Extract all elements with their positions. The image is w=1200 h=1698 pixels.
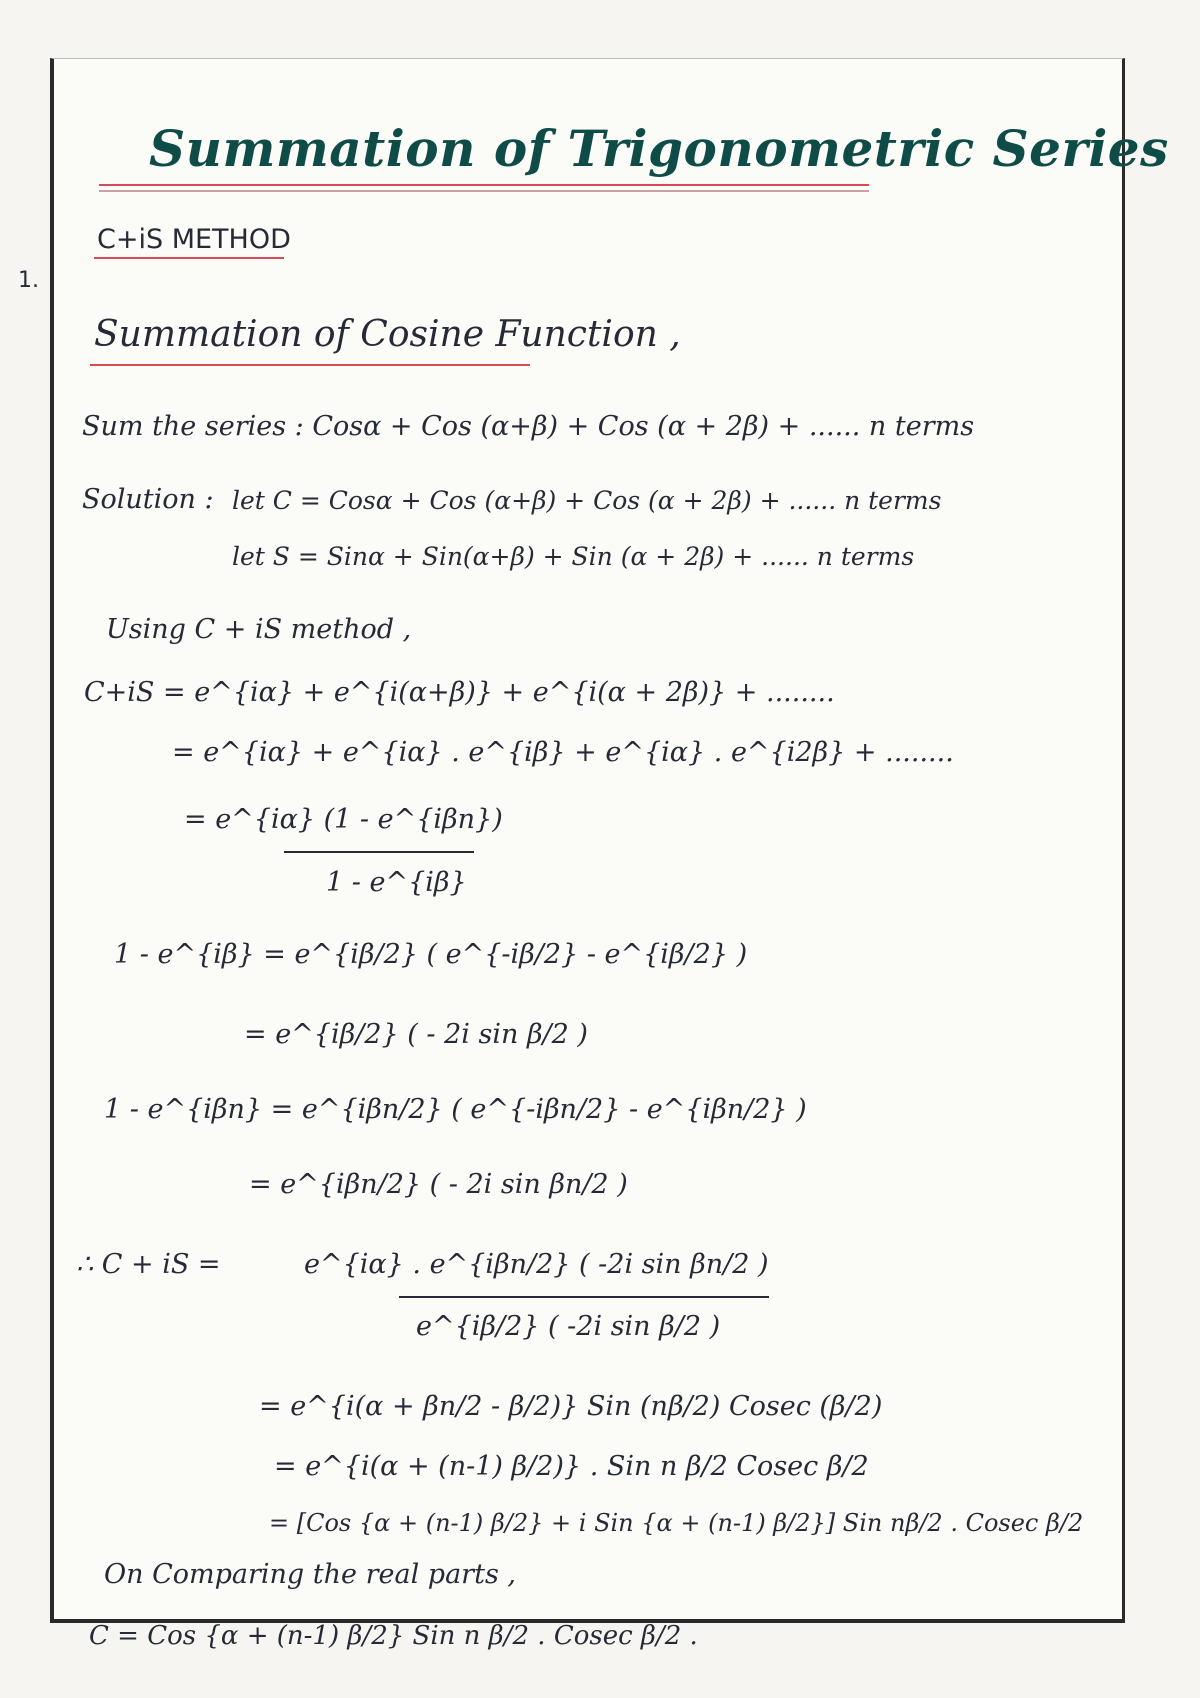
result-line-2: = e^{i(α + (n-1) β/2)} . Sin n β/2 Cosec β/2 (274, 1451, 869, 1482)
cis-line-2: = e^{iα} + e^{iα} . e^{iβ} + e^{iα} . e^{i2β} + ........ (172, 737, 954, 768)
using-method: Using C + iS method , (106, 614, 412, 645)
item-number: 1. (18, 268, 39, 293)
cis-line-3-numerator: = e^{iα} (1 - e^{iβn}) (184, 804, 503, 835)
method-underline (94, 257, 284, 259)
let-s: let S = Sinα + Sin(α+β) + Sin (α + 2β) + ...... n terms (232, 542, 915, 571)
notebook-page (50, 58, 1169, 1651)
title-underline (99, 184, 869, 186)
therefore-lhs: ∴ C + iS = (76, 1249, 221, 1280)
denominator-expansion-2: = e^{iβ/2} ( - 2i sin β/2 ) (244, 1019, 588, 1050)
cis-line-3-denominator: 1 - e^{iβ} (326, 867, 467, 898)
denominator-expansion-1: 1 - e^{iβ} = e^{iβ/2} ( e^{-iβ/2} - e^{iβ/2} ) (114, 939, 748, 970)
heading-underline (90, 364, 530, 366)
title-underline-2 (99, 190, 869, 192)
let-c: let C = Cosα + Cos (α+β) + Cos (α + 2β) + ...... n terms (232, 486, 942, 515)
fraction-bar-2 (399, 1296, 769, 1298)
method-label: C+iS METHOD (97, 224, 291, 255)
section-heading: Summation of Cosine Function , (94, 314, 681, 355)
fraction-bar-1 (284, 851, 474, 853)
solution-label: Solution : (82, 484, 214, 515)
therefore-denominator: e^{iβ/2} ( -2i sin β/2 ) (416, 1311, 721, 1342)
numerator-expansion-1: 1 - e^{iβn} = e^{iβn/2} ( e^{-iβn/2} - e^{iβn/2} ) (104, 1094, 807, 1125)
page-title: Summation of Trigonometric Series (149, 119, 1169, 178)
therefore-numerator: e^{iα} . e^{iβn/2} ( -2i sin βn/2 ) (304, 1249, 769, 1280)
numerator-expansion-2: = e^{iβn/2} ( - 2i sin βn/2 ) (249, 1169, 628, 1200)
final-result: C = Cos {α + (n-1) β/2} Sin n β/2 . Cosec β/2 . (89, 1621, 698, 1651)
result-line-3: = [Cos {α + (n-1) β/2} + i Sin {α + (n-1) β/2}] Sin nβ/2 . Cosec β/2 (269, 1509, 1084, 1537)
result-line-1: = e^{i(α + βn/2 - β/2)} Sin (nβ/2) Cosec (β/2) (259, 1391, 883, 1422)
cis-line-1: C+iS = e^{iα} + e^{i(α+β)} + e^{i(α + 2β)} + ........ (84, 677, 835, 708)
question: Sum the series : Cosα + Cos (α+β) + Cos (α + 2β) + ...... n terms (82, 411, 975, 442)
comparing-text: On Comparing the real parts , (104, 1559, 516, 1590)
